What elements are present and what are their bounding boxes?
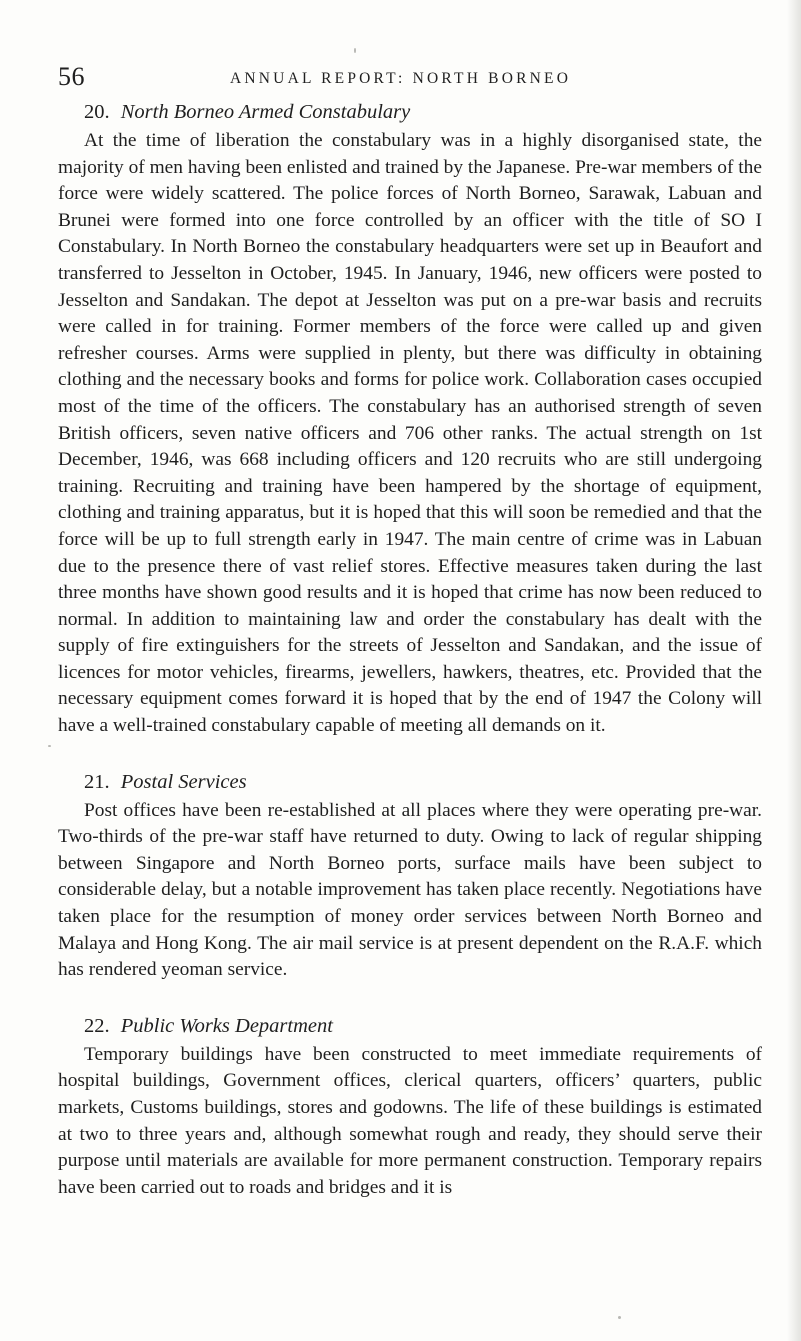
section-number: 21. <box>84 770 110 793</box>
paper-speck <box>618 1316 621 1319</box>
section-public-works <box>58 1014 762 1202</box>
page-body <box>58 100 762 1201</box>
section-title: Public Works Department <box>120 1014 333 1037</box>
section-postal-services <box>58 770 762 984</box>
section-constabulary <box>58 100 762 740</box>
section-number: 20. <box>84 101 110 123</box>
section-paragraph: Post offices have been re-established at all places where they were operating pre-war. Two-thirds of the pre-war staff have returned to duty. Owing to lack of regular shipping between Singapore and North Borneo ports, surface mails have been subject to considerable delay, but a notable improvement has taken place recently. Negotiations have taken place for the resumption of money order services between North Borneo and Malaya and Hong Kong. The air mail service is at present dependent on the R.A.F. which has rendered yeoman service. <box>58 799 762 981</box>
running-title: ANNUAL REPORT: NORTH BORNEO <box>230 70 572 87</box>
paper-speck <box>48 745 51 747</box>
page-edge-shadow <box>787 0 801 1341</box>
section-paragraph: At the time of liberation the constabulary was in a highly disorganised state, the majority of men having been enlisted and trained by the Japanese. Pre-war members of the force were widely scattered. The police forces of North Borneo, Sarawak, Labuan and Brunei were formed into one force controlled by an officer with the title of SO I Constabulary. In North Borneo the constabulary headquarters were set up in Beaufort and transferred to Jesselton in October, 1945. In January, 1946, new officers were posted to Jesselton and Sandakan. The depot at Jesselton was put on a pre-war basis and recruits were called in for training. Former members of the force were called up and given refresher courses. Arms were supplied in plenty, but there was difficulty in obtaining clothing and the necessary books and forms for police work. Collaboration cases occupied most of the time of the officers. The constabulary has an authorised strength of seven British officers, seven native officers and 706 other ranks. The actual strength on 1st December, 1946, was 668 including officers and 120 recruits who are still undergoing training. Recruiting and training have been hampered by the shortage of equipment, clothing and training apparatus, but it is hoped that this will soon be remedied and that the force will be up to full strength early in 1947. The main centre of crime was in Labuan due to the presence there of vast relief stores. Effective measures taken during the last three months have shown good results and it is hoped that crime has now been reduced to normal. In addition to maintaining law and order the constabulary has dealt with the supply of fire extinguishers for the streets of Jesselton and Sandakan, and the issue of licences for motor vehicles, firearms, jewellers, hawkers, theatres, etc. Provided that the necessary equipment comes forward it is hoped that by the end of 1947 the Colony will have a well-trained constabulary capable of meeting all demands on it. <box>58 130 762 737</box>
page-header <box>58 62 718 102</box>
page-number: 56 <box>58 62 85 91</box>
paper-speck <box>354 48 356 53</box>
section-number: 22. <box>84 1014 110 1037</box>
section-heading <box>58 770 762 795</box>
section-heading <box>58 1014 762 1039</box>
section-title: Postal Services <box>120 770 247 793</box>
section-paragraph: Temporary buildings have been constructed to meet immediate requirements of hospital buildings, Government offices, clerical quarters, officers’ quarters, public markets, Customs buildings, stores and godowns. The life of these buildings is estimated at two to three years and, although somewhat rough and ready, they should serve their purpose until materials are available for more permanent construction. Temporary repairs have been carried out to roads and bridges and it is <box>58 1043 762 1198</box>
section-heading <box>58 100 762 125</box>
section-title: North Borneo Armed Constabulary <box>120 101 411 123</box>
